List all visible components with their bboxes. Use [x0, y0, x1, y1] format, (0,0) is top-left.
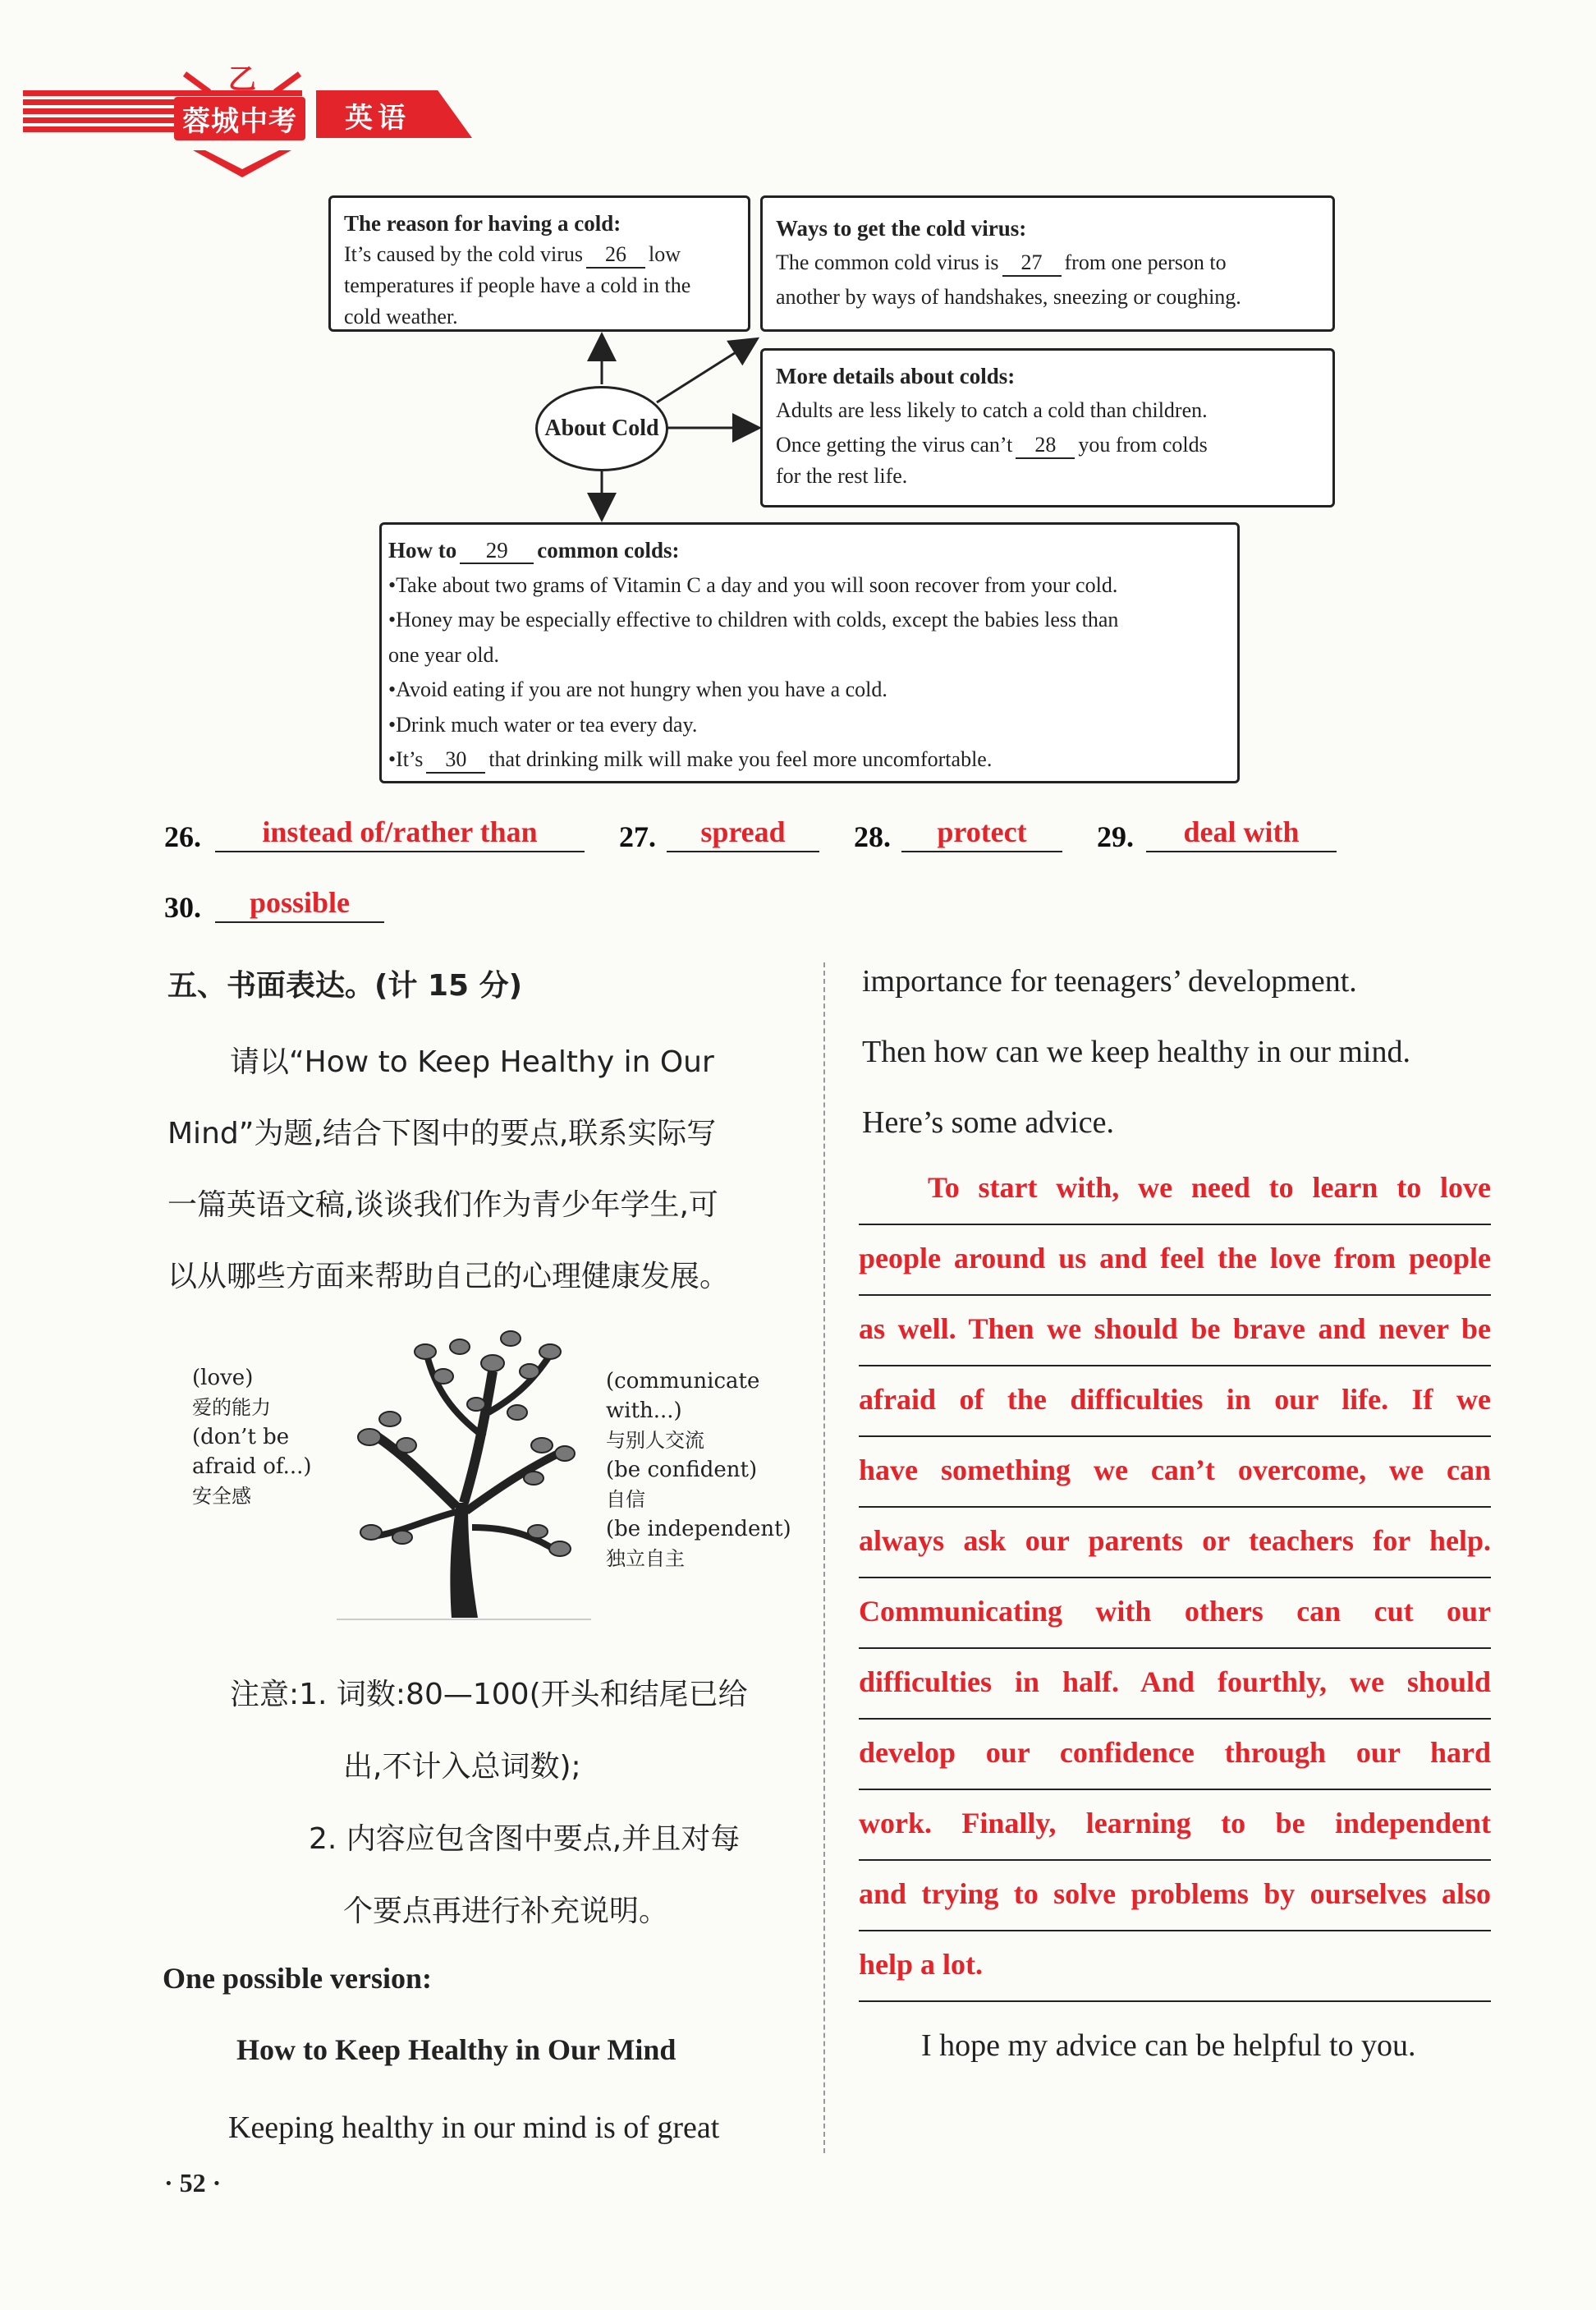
blank-30: 30: [426, 747, 485, 774]
answer-line: people around us and feel the love from people: [859, 1225, 1491, 1296]
howto-item: •It’s: [388, 747, 424, 771]
howto-item: •Avoid eating if you are not hungry when you have a cold.: [388, 677, 887, 701]
center-node: About Cold: [535, 386, 668, 471]
howto-item: •Drink much water or tea every day.: [388, 712, 698, 737]
answer-28: protect: [901, 815, 1062, 852]
essay-title: How to Keep Healthy in Our Mind: [236, 2033, 676, 2066]
answer-line: always ask our parents or teachers for help.: [859, 1508, 1491, 1578]
note-line: 出,不计入总词数);: [343, 1750, 581, 1784]
tree-label: (be confident): [606, 1458, 758, 1482]
reason-text: temperatures if people have a cold in the: [344, 273, 691, 297]
tree-label: (don’t be: [192, 1425, 290, 1449]
ways-title: Ways to get the cold virus:: [776, 216, 1027, 241]
tree-label: 与别人交流: [606, 1429, 704, 1452]
answer-line: help a lot.: [859, 1931, 1491, 2002]
answer-line: work. Finally, learning to be independent: [859, 1790, 1491, 1861]
howto-item: one year old.: [388, 642, 500, 667]
writing-notes: [167, 1659, 808, 1948]
column-divider: [823, 962, 825, 2153]
essay-closing: I hope my advice can be helpful to you.: [921, 2028, 1416, 2063]
ways-box: [760, 195, 1335, 332]
blank-28: 28: [1016, 433, 1075, 459]
note-line: 个要点再进行补充说明。: [343, 1894, 669, 1928]
howto-title: How to: [388, 538, 457, 563]
reason-box: [328, 195, 750, 332]
tree-label: (communicate: [606, 1369, 760, 1394]
tree-label: (be independent): [606, 1517, 791, 1541]
tree-label: 安全感: [192, 1485, 251, 1508]
blank-27: 27: [1002, 250, 1062, 277]
tree-label: with...): [606, 1398, 682, 1423]
version-label: One possible version:: [163, 1962, 433, 1995]
tree-right-labels: [606, 1366, 791, 1573]
ways-text: The common cold virus is: [776, 250, 999, 274]
tree-left-labels: [192, 1363, 312, 1511]
answer-line: afraid of the difficulties in our life. If we: [859, 1366, 1491, 1437]
answer-line: To start with, we need to learn to love: [859, 1155, 1491, 1225]
howto-box: [379, 522, 1240, 783]
howto-item: that drinking milk will make you feel more uncomfortable.: [488, 747, 993, 771]
prompt-line: 一篇英语文稿,谈谈我们作为青少年学生,可: [167, 1188, 718, 1222]
answer-line: and trying to solve problems by ourselves also: [859, 1861, 1491, 1931]
reason-text: cold weather.: [344, 305, 458, 328]
answer-number: 30.: [164, 891, 201, 924]
ways-text: from one person to: [1064, 250, 1227, 274]
page-number: · 52 ·: [164, 2168, 222, 2197]
answer-line: as well. Then we should be brave and never be: [859, 1296, 1491, 1366]
prompt-line: Mind”为题,结合下图中的要点,联系实际写: [167, 1117, 717, 1150]
details-title: More details about colds:: [776, 364, 1016, 388]
answer-line: develop our confidence through our hard: [859, 1720, 1491, 1790]
howto-item: •Take about two grams of Vitamin C a day and you will soon recover from your cold.: [388, 572, 1118, 597]
answer-line: Communicating with others can cut our: [859, 1578, 1491, 1649]
tree-illustration-icon: [328, 1322, 599, 1626]
tree-label: 自信: [606, 1488, 645, 1511]
details-text: you from colds: [1078, 433, 1208, 457]
answer-29: deal with: [1146, 815, 1337, 852]
howto-item: •Honey may be especially effective to children with colds, except the babies less than: [388, 608, 1119, 631]
section-heading: 五、书面表达。(计 15 分): [167, 969, 523, 1003]
details-text: Adults are less likely to catch a cold than children.: [776, 398, 1208, 422]
reason-title: The reason for having a cold:: [344, 211, 621, 236]
details-text: Once getting the virus can’t: [776, 433, 1013, 457]
tree-label: (love): [192, 1366, 254, 1390]
reason-text: low: [649, 242, 681, 266]
howto-title: common colds:: [537, 538, 680, 563]
tree-label: 独立自主: [606, 1547, 685, 1570]
note-line: 2. 内容应包含图中要点,并且对每: [309, 1822, 741, 1856]
answer-26: instead of/rather than: [215, 815, 585, 852]
prompt-line: 以从哪些方面来帮助自己的心理健康发展。: [167, 1260, 730, 1293]
tree-label: 爱的能力: [192, 1396, 271, 1419]
tree-label: afraid of...): [192, 1454, 312, 1479]
essay-text: Keeping healthy in our mind is of great: [228, 2110, 720, 2145]
essay-text: Here’s some advice.: [862, 1105, 1115, 1140]
details-text: for the rest life.: [776, 464, 908, 488]
subject-label: 英语: [345, 102, 410, 135]
essay-continuation: [862, 946, 1486, 1158]
answer-line: difficulties in half. And fourthly, we should: [859, 1649, 1491, 1720]
answer-30: possible: [215, 885, 384, 923]
answer-number: 26.: [164, 820, 201, 853]
blank-26: 26: [586, 242, 645, 269]
answer-27: spread: [667, 815, 819, 852]
answer-number: 27.: [619, 820, 656, 853]
blank-29: 29: [460, 538, 534, 564]
brand-logo-text: 蓉城中考: [174, 97, 305, 140]
writing-prompt: [167, 1026, 795, 1312]
essay-text: importance for teenagers’ development.: [862, 964, 1357, 999]
svg-text:乙: 乙: [228, 65, 256, 95]
note-line: 注意:1. 词数:80—100(开头和结尾已给: [230, 1678, 748, 1711]
answer-line: have something we can’t overcome, we can: [859, 1437, 1491, 1508]
answer-number: 28.: [854, 820, 891, 853]
reason-text: It’s caused by the cold virus: [344, 242, 583, 266]
answer-number: 29.: [1097, 820, 1134, 853]
details-box: [760, 348, 1335, 507]
ways-text: another by ways of handshakes, sneezing or coughing.: [776, 285, 1241, 309]
essay-text: Then how can we keep healthy in our mind.: [862, 1035, 1410, 1069]
prompt-line: 请以“How to Keep Healthy in Our: [230, 1045, 714, 1079]
